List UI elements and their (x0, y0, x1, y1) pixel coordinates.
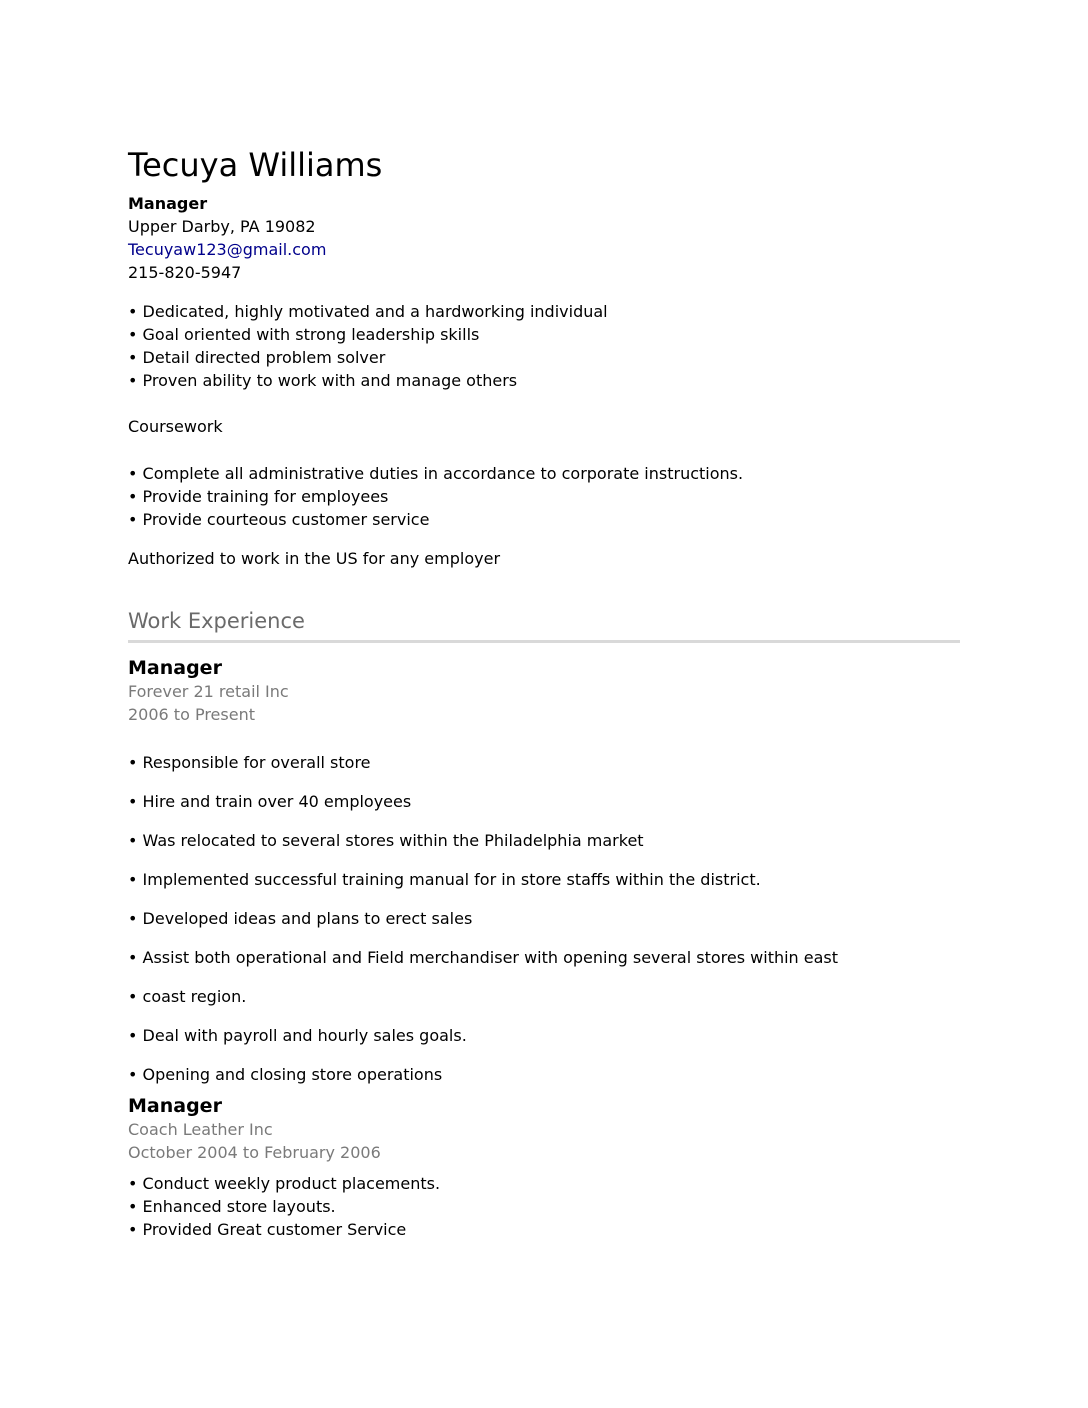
job-duties-list (128, 1172, 440, 1241)
job-duty-item: • Hire and train over 40 employees (128, 792, 412, 811)
job-duty-item: • Opening and closing store operations (128, 1065, 443, 1084)
job-company: Forever 21 retail Inc (128, 682, 289, 701)
coursework-item: • Provide training for employees (128, 487, 389, 506)
candidate-name: Tecuya Williams (128, 146, 383, 184)
summary-item: • Dedicated, highly motivated and a hardworking individual (128, 302, 608, 321)
job-duties-list (128, 743, 838, 1094)
job-duty-item: • Implemented successful training manual for in store staffs within the district. (128, 870, 761, 889)
coursework-list (128, 462, 743, 531)
coursework-item: • Complete all administrative duties in accordance to corporate instructions. (128, 464, 744, 483)
job-duty-item: • Conduct weekly product placements. (128, 1174, 441, 1193)
section-divider (128, 640, 960, 643)
phone-text: 215-820-5947 (128, 263, 242, 282)
job-duty-item: • Responsible for overall store (128, 753, 371, 772)
summary-item: • Detail directed problem solver (128, 348, 386, 367)
job-company: Coach Leather Inc (128, 1120, 273, 1139)
job-title: Manager (128, 657, 222, 679)
job-duty-item: • Assist both operational and Field merchandiser with opening several stores within east (128, 948, 839, 967)
job-duty-item: • Provided Great customer Service (128, 1220, 407, 1239)
job-duty-item: • coast region. (128, 987, 247, 1006)
email-link[interactable]: Tecuyaw123@gmail.com (128, 240, 327, 259)
job-title: Manager (128, 1095, 222, 1117)
coursework-label: Coursework (128, 417, 223, 436)
work-authorization-text: Authorized to work in the US for any employer (128, 549, 501, 568)
work-experience-heading: Work Experience (128, 609, 305, 633)
job-duty-item: • Deal with payroll and hourly sales goals. (128, 1026, 467, 1045)
summary-item: • Proven ability to work with and manage others (128, 371, 518, 390)
headline-title: Manager (128, 194, 208, 213)
job-duty-item: • Developed ideas and plans to erect sales (128, 909, 473, 928)
summary-list (128, 300, 608, 392)
summary-item: • Goal oriented with strong leadership skills (128, 325, 480, 344)
location-text: Upper Darby, PA 19082 (128, 217, 316, 236)
contact-block (128, 192, 326, 284)
job-header (128, 1094, 381, 1164)
job-dates: October 2004 to February 2006 (128, 1143, 381, 1162)
job-duty-item: • Enhanced store layouts. (128, 1197, 336, 1216)
job-dates: 2006 to Present (128, 705, 255, 724)
job-header (128, 656, 289, 726)
job-duty-item: • Was relocated to several stores within the Philadelphia market (128, 831, 644, 850)
coursework-item: • Provide courteous customer service (128, 510, 430, 529)
